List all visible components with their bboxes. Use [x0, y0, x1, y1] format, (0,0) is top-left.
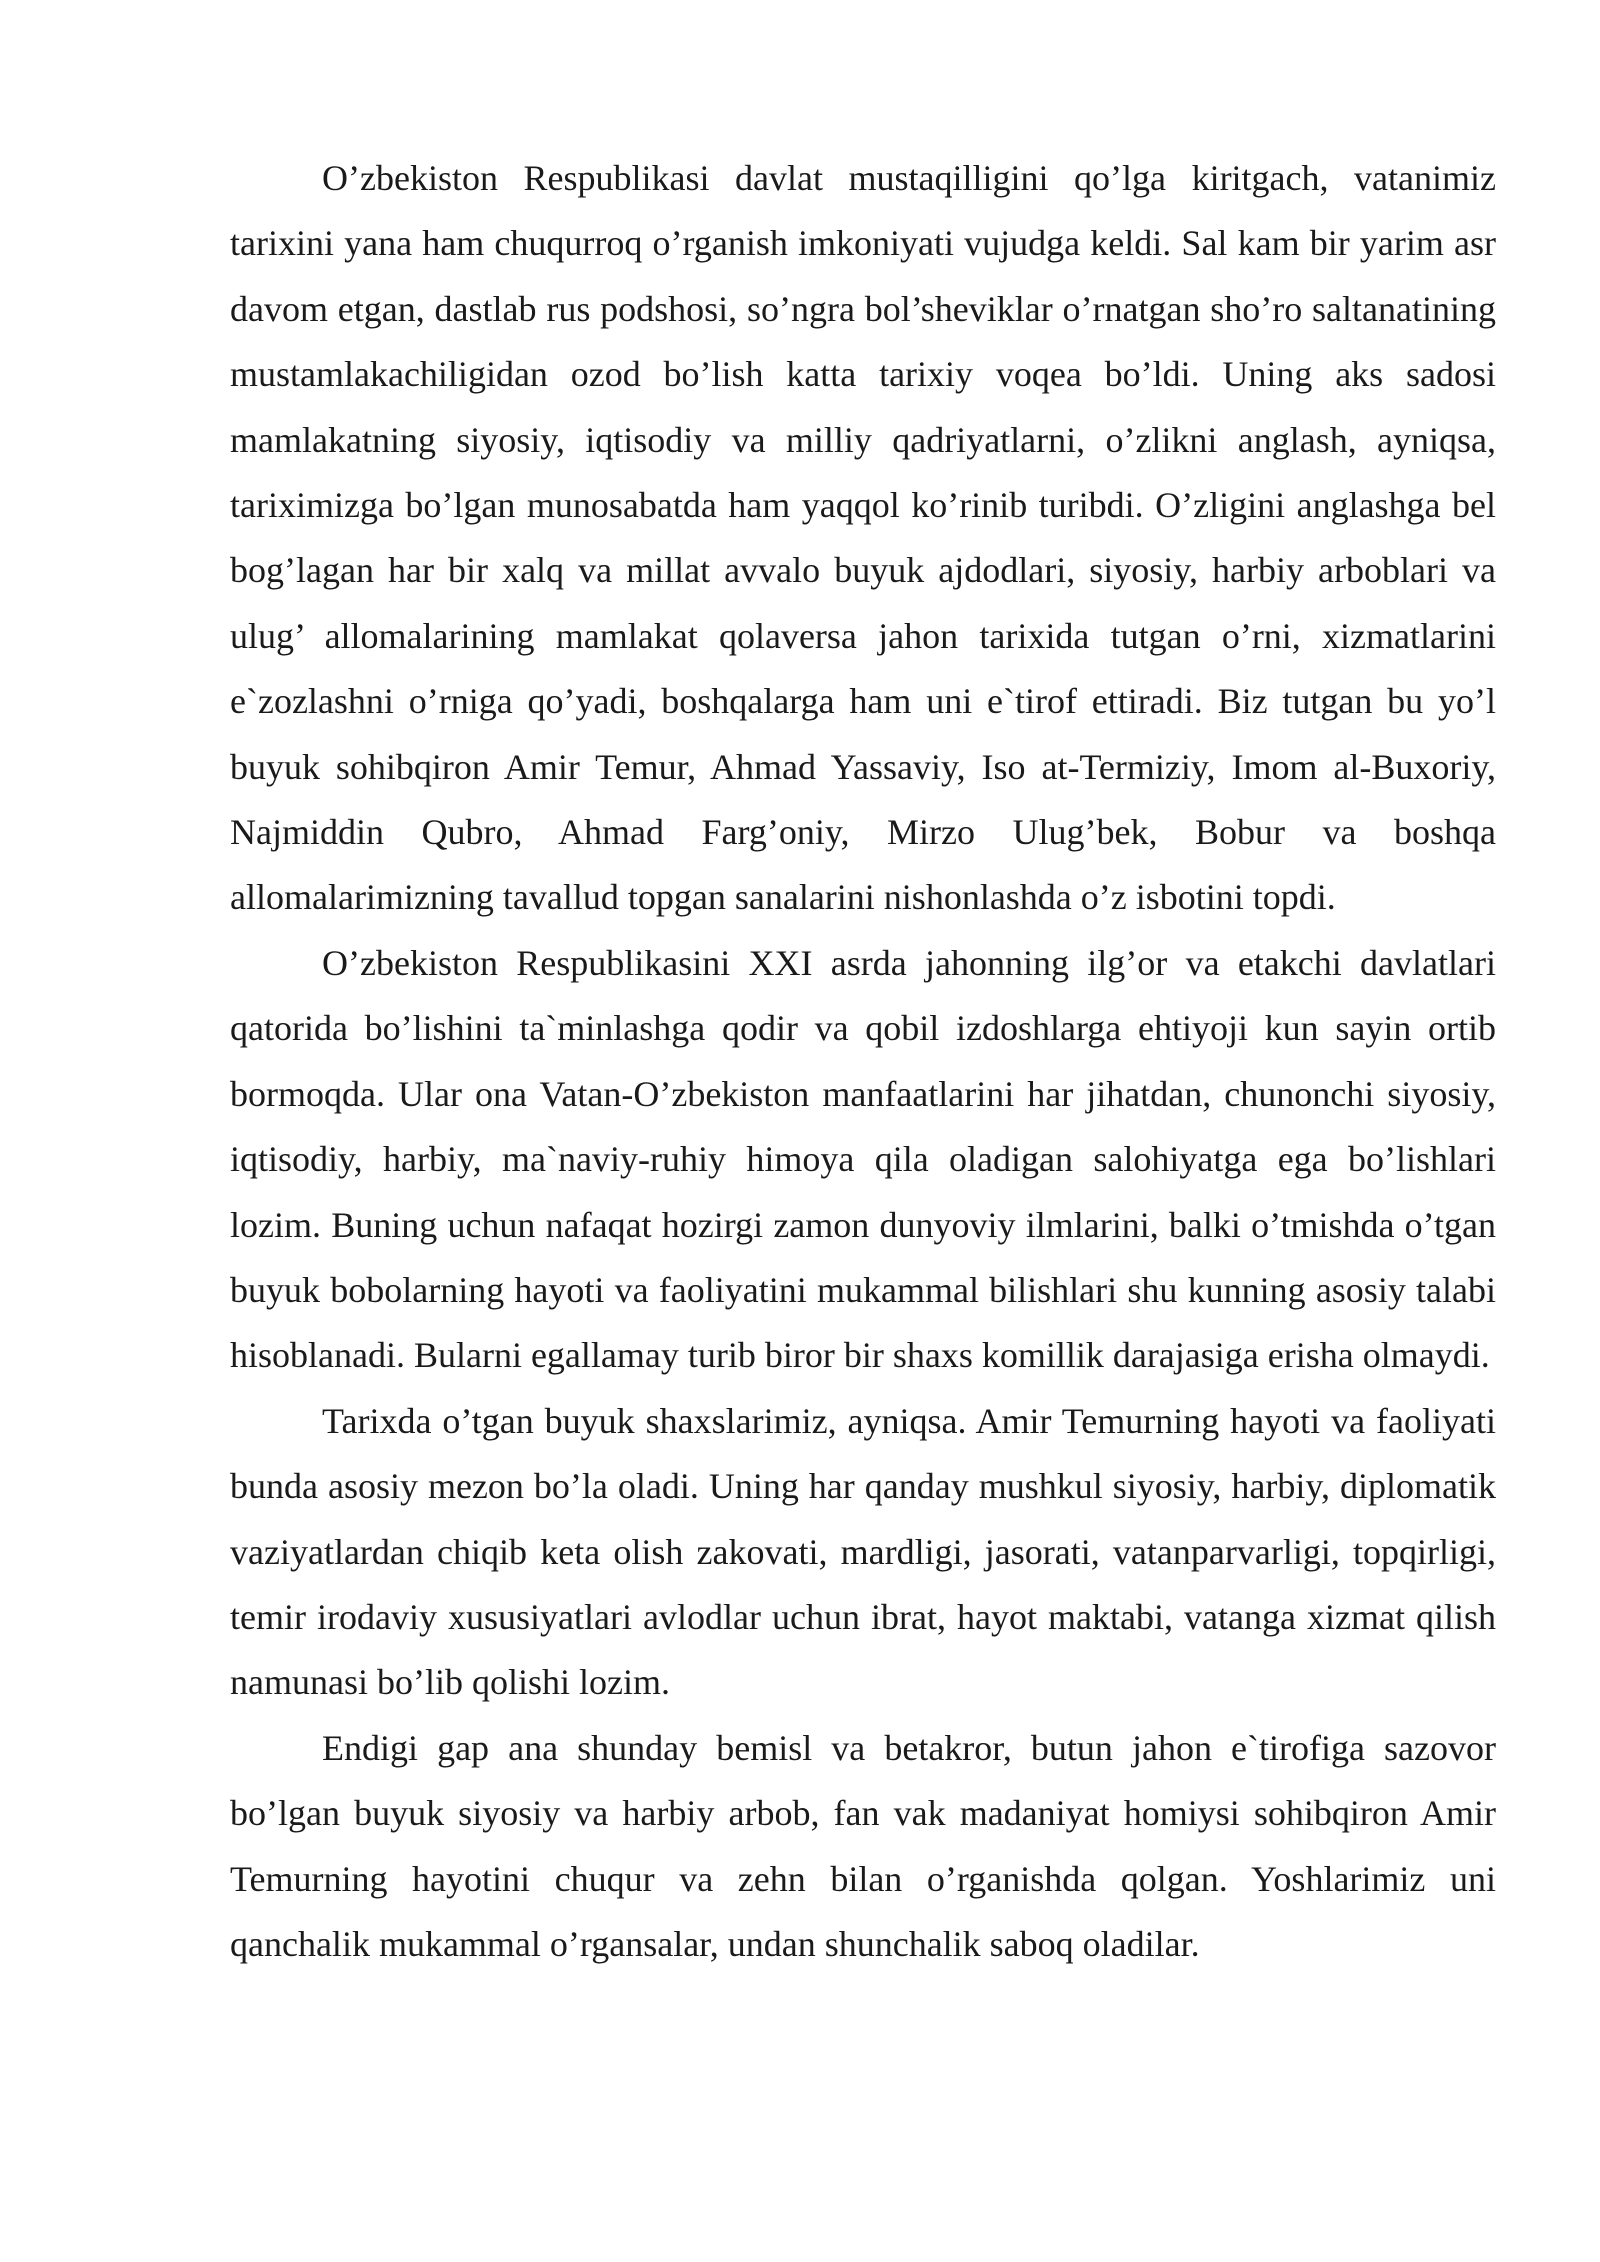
paragraph-3: Tarixda o’tgan buyuk shaxslarimiz, ayniqsa. Amir Temurning hayoti va faoliyati bunda asosiy mezon bo’la oladi. Uning har qanday mushkul siyosiy, harbiy, diplomatik vaziyatlardan chiqib keta olish zakovati, mardligi, jasorati, vatanparvarligi, topqirligi, temir irodaviy xususiyatlari avlodlar uchun ibrat, hayot maktabi, vatanga xizmat qilish namunasi bo’lib qolishi lozim.	[230, 1400, 1496, 1703]
document-body	[230, 146, 1496, 1977]
paragraph-1: O’zbekiston Respublikasi davlat mustaqilligini qo’lga kiritgach, vatanimiz tarixini yana ham chuqurroq o’rganish imkoniyati vujudga keldi. Sal kam bir yarim asr davom etgan, dastlab rus podshosi, so’ngra bol’sheviklar o’rnatgan sho’ro saltanatining mustamlakachiligidan ozod bo’lish katta tarixiy voqea bo’ldi. Uning aks sadosi mamlakatning siyosiy, iqtisodiy va milliy qadriyatlarni, o’zlikni anglash, ayniqsa, tariximizga bo’lgan munosabatda ham yaqqol ko’rinib turibdi. O’zligini anglashga bel bog’lagan har bir xalq va millat avvalo buyuk ajdodlari, siyosiy, harbiy arboblari va ulug’ allomalarining mamlakat qolaversa jahon tarixida tutgan o’rni, xizmatlarini e`zozlashni o’rniga qo’yadi, boshqalarga ham uni e`tirof ettiradi. Biz tutgan bu yo’l buyuk sohibqiron Amir Temur, Ahmad Yassaviy, Iso at-Termiziy, Imom al-Buxoriy, Najmiddin Qubro, Ahmad Farg’oniy, Mirzo Ulug’bek, Bobur va boshqa allomalarimizning tavallud topgan sanalarini nishonlashda o’z isbotini topdi.	[230, 158, 1496, 918]
paragraph-4: Endigi gap ana shunday bemisl va betakror, butun jahon e`tirofiga sazovor bo’lgan buyuk siyosiy va harbiy arbob, fan vak madaniyat homiysi sohibqiron Amir Temurning hayotini chuqur va zehn bilan o’rganishda qolgan. Yoshlarimiz uni qanchalik mukammal o’rgansalar, undan shunchalik saboq oladilar.	[230, 1727, 1496, 1964]
paragraph-2: O’zbekiston Respublikasini XXI asrda jahonning ilg’or va etakchi davlatlari qatorida bo’lishini ta`minlashga qodir va qobil izdoshlarga ehtiyoji kun sayin ortib bormoqda. Ular ona Vatan-O’zbekiston manfaatlarini har jihatdan, chunonchi siyosiy, iqtisodiy, harbiy, ma`naviy-ruhiy himoya qila oladigan salohiyatga ega bo’lishlari lozim. Buning uchun nafaqat hozirgi zamon dunyoviy ilmlarini, balki o’tmishda o’tgan buyuk bobolarning hayoti va faoliyatini mukammal bilishlari shu kunning asosiy talabi hisoblanadi. Bularni egallamay turib biror bir shaxs komillik darajasiga erisha olmaydi.	[230, 942, 1496, 1376]
